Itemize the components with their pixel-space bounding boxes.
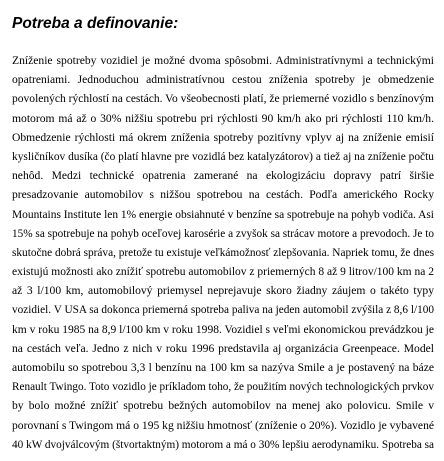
text-line: nehôd. Medzi technické opatrenia zamerané na ekologizáciu dopravy patrí širšie xyxy=(12,169,434,183)
body-paragraph xyxy=(12,51,434,454)
text-line: automobilu so spotrebou 3,3 l benzínu na 100 km sa nazýva Smile a je postavený na báze xyxy=(12,361,434,374)
section-heading: Potreba a definovanie: xyxy=(12,15,179,32)
text-line: 40 kW dvojválcovým (štvortaktným) motorom a má o 30% lepšiu aerodynamiku. Spotreba sa xyxy=(12,437,435,451)
text-line: Obmedzenie rýchlosti má okrem zníženia spotreby pozitívny vplyv aj na zníženie emisií xyxy=(12,130,434,144)
text-line: presadzovanie automobilov s nižšou spotrebou na cestách. Podľa amerického Rocky xyxy=(12,188,434,202)
text-line: kysličníkov dusíka (čo platí hlavne pre vozidlá bez katalyzátorov) a tiež aj na zníženie počtu xyxy=(12,149,434,163)
text-line: na cestách veľa. Jedno z nich v roku 1996 predstavila aj organizácia Greenpeace. Model xyxy=(12,341,434,355)
text-line: motorom má až o 30% nižšiu spotrebu pri rýchlosti 90 km/h ako pri rýchlosti 110 km/h. xyxy=(12,111,434,125)
text-line: skutočne dobrá správa, pretože tu existuje veľkámožnosť zlepšovania. Napriek tomu, že dnes xyxy=(12,245,435,259)
text-line: opatreniami. Jednoduchou administratívnou cestou zníženia spotreby je obmedzenie xyxy=(12,73,434,87)
text-line: vozidiel. V USA sa dokonca priemerná spotreba paliva na jeden automobil zvýšila z 8,6 l/100 xyxy=(12,303,434,317)
text-line: až 3 l/100 km, automobilový priemysel neprejavuje skoro žiadny záujem o takéto typy xyxy=(12,284,434,298)
text-line: povolených rýchlostí na cestách. Vo všeobecnosti platí, že priemerné vozidlo s benzínovým xyxy=(12,92,435,106)
text-line: existujú možnosti ako znížiť spotrebu automobilov z priemerných 8 až 9 litrov/100 km na 2 xyxy=(12,265,434,279)
text-line: Mountains Institute len 1% energie obsiahnuté v benzíne sa spotrebuje na pohyb vodiča. Asi xyxy=(12,207,434,221)
text-line: Renault Twingo. Toto vozidlo je príkladom toho, že použitím nových technologických prvkov xyxy=(12,380,435,394)
text-line: Zníženie spotreby vozidiel je možné dvoma spôsobmi. Administratívnymi a technickými xyxy=(12,54,434,67)
text-line: by bolo možné znížiť spotrebu bežných automobilov na menej ako polovicu. Smile v xyxy=(12,399,434,413)
text-line: km v roku 1985 na 8,9 l/100 km v roku 1998. Vozidiel s veľmi ekonomickou prevádzkou je xyxy=(12,322,434,336)
text-line: 15% sa spotrebuje na pohyb oceľovej karosérie a zvyšok sa strácav motore a prevodoch. Je to xyxy=(12,226,435,240)
text-line: porovnaní s Twingom má o 195 kg nižšiu hmotnosť (zníženie o 20%). Vozidlo je vybavené xyxy=(12,418,434,432)
